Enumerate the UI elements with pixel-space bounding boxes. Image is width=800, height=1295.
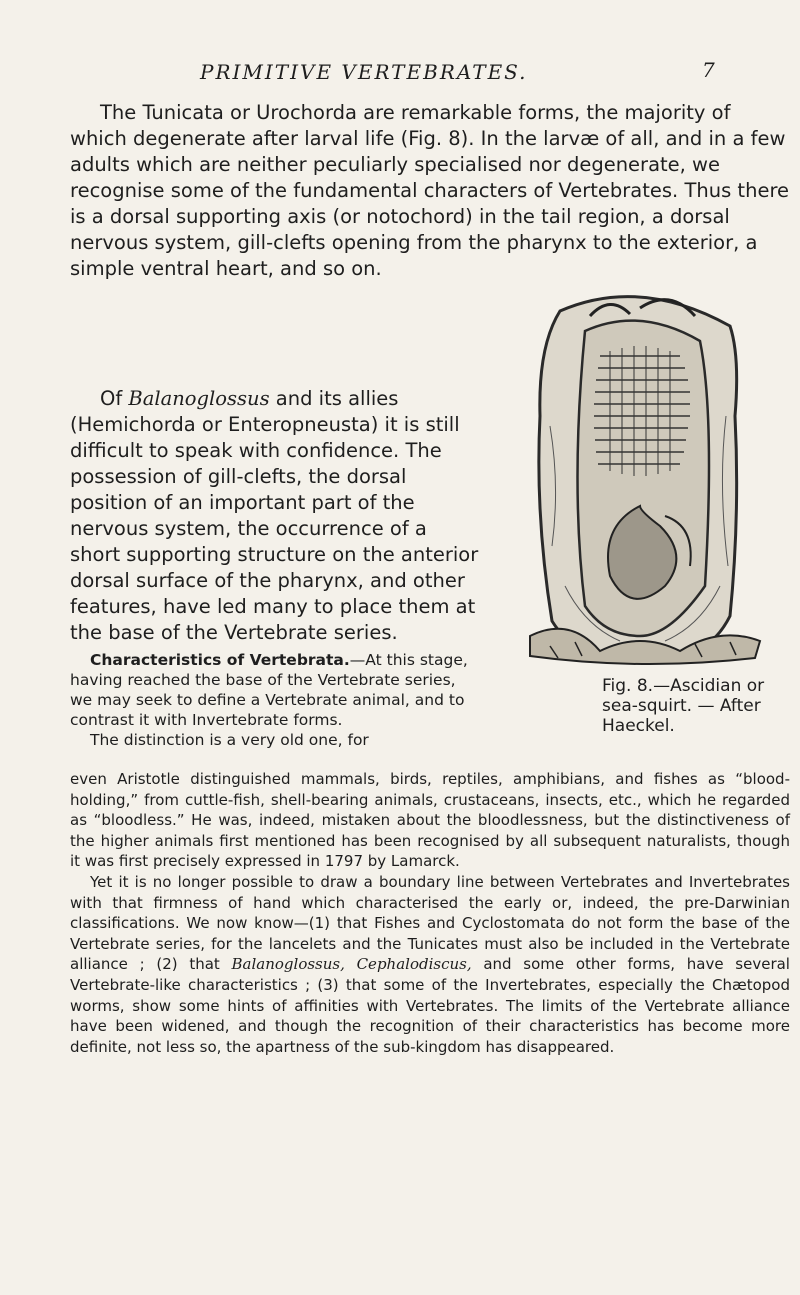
main-text [70, 100, 790, 282]
paragraph-balanoglossus [70, 386, 480, 646]
para4-continued: even Aristotle distinguished mammals, birds, reptiles, amphibians, and fishes as “blood-holding,” from cuttle-fish, shell-bearing animals, crustaceans, insects, etc., which he regarded as “bloodless.” He was, indeed, mistaken about the bloodlessness, but the distinctiveness of the higher animals first mentioned has been recognised by all subsequent naturalists, though it was first precisely expressed in 1797 by Lamarck. [70, 770, 790, 871]
ascidian-illustration [490, 286, 790, 666]
paragraph-boundary [70, 872, 790, 1057]
section-heading: Characteristics of Vertebrata. [90, 651, 350, 669]
para5-text-b: and some other forms, have several Vertebrate-like characteristics ; (3) that some of the Invertebrates, especially the Chætopod worms, show some hints of affinities with Vertebrates. The limits of the Vertebrate alliance have been widened, and though the recognition of their characteristics has become more definite, not less so, the apartness of the sub-kingdom has disappeared. [70, 955, 790, 1056]
balanoglossus-italic: Balanoglossus [128, 387, 270, 410]
page-number: 7 [702, 58, 715, 82]
section-text: —At this stage, having reached the base of the Vertebrate series, we may seek to define a Vertebrate animal, and to contrast it with Invertebrate forms. [70, 651, 468, 729]
characteristics-section [70, 650, 470, 750]
para4-start-text: The distinction is a very old one, for [90, 731, 369, 749]
paragraph-tunicata-text: The Tunicata or Urochorda are remarkable forms, the majority of which degenerate after larval life (Fig. 8). In the larvæ of all, and in a few adults which are neither peculiarly specialised nor degenerate, we recognise some of the fundamental characters of Vertebrates. Thus there is a dorsal supporting axis (or notochord) in the tail region, a dorsal nervous system, gill-clefts opening from the pharynx to the exterior, a simple ventral heart, and so on. [70, 101, 790, 280]
characteristics-paragraph [70, 650, 470, 730]
para5-text-a: Yet it is no longer possible to draw a boundary line between Vertebrates and Invertebrates with that firmness of hand which characterised the early or, indeed, the pre-Darwinian classifications. We now know—(1) that Fishes and Cyclostomata do not form the base of the Vertebrate series, for the lancelets and the Tunicates must also be included in the Vertebrate alliance ; (2) that [70, 872, 790, 974]
para2-prefix: Of [100, 387, 129, 410]
para4-start [70, 730, 470, 750]
paragraph-tunicata [70, 100, 790, 282]
para2-rest: and its allies (Hemichorda or Enteropneusta) it is still difficult to speak with confidence. The possession of gill-clefts, the dorsal position of an important part of the nervous system, the occurrence of a short supporting structure on the anterior dorsal surface of the pharynx, and other features, have led many to place them at the base of the Vertebrate series. [70, 387, 479, 644]
figure-caption: Fig. 8.—Ascidian or sea-squirt. — After Haeckel. [602, 676, 765, 736]
balanoglossus-section [70, 386, 480, 646]
para5-italic: Balanoglossus, Cephalodiscus, [231, 955, 472, 974]
aristotle-section [70, 769, 790, 1057]
figure-ascidian [490, 286, 790, 666]
running-head: PRIMITIVE VERTEBRATES. [200, 60, 528, 84]
